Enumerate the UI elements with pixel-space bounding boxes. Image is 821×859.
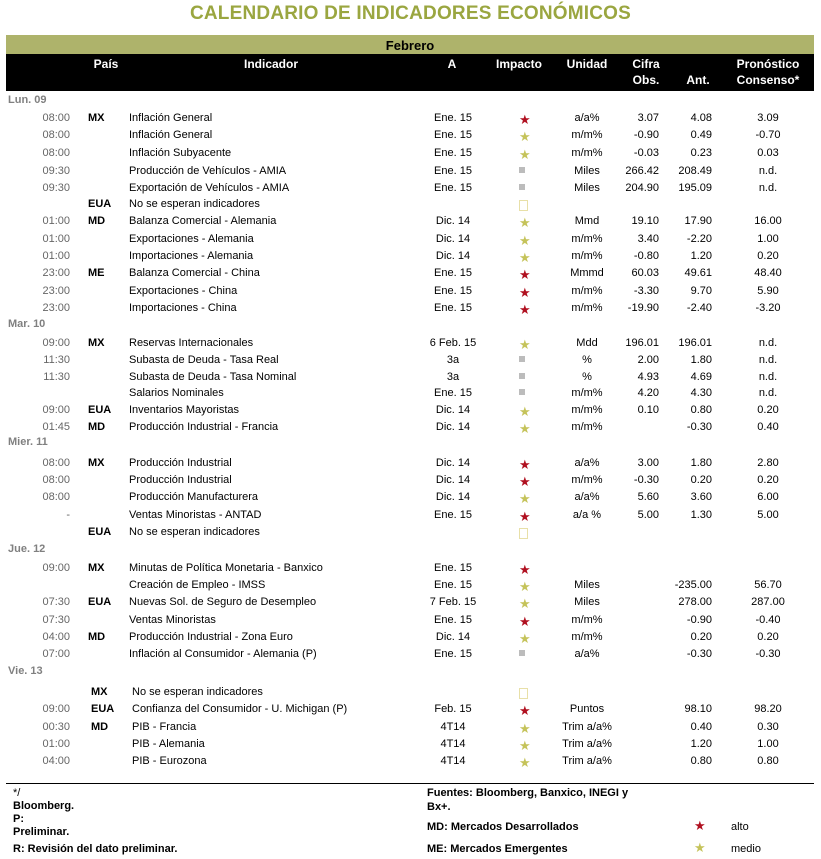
page-title: CALENDARIO DE INDICADORES ECONÓMICOS <box>189 3 632 24</box>
periodo-cell: Dic. 14 <box>435 631 471 643</box>
pais-cell: MD <box>88 215 106 227</box>
cifra-obs-cell: 19.10 <box>631 215 659 227</box>
footnote-revision: R: Revisión del dato preliminar. <box>13 843 178 855</box>
pais-cell: EUA <box>88 404 112 416</box>
table-row: 07:30 Ventas Minoristas Ene. 15 m/m% -0.90 -0.40 ★ <box>0 612 821 629</box>
table-row <box>0 196 821 213</box>
pronostico-cell: 0.40 <box>757 421 779 433</box>
legend-medio-star-icon: ★ <box>694 840 706 855</box>
pais-cell: MX <box>88 457 105 469</box>
header-pronostico: Pronóstico <box>736 57 800 71</box>
table-header <box>6 54 814 91</box>
anterior-cell: -0.90 <box>686 614 712 626</box>
indicador-cell: PIB - Alemania <box>132 738 205 750</box>
periodo-cell: Ene. 15 <box>434 165 472 177</box>
pais-cell: MX <box>88 562 105 574</box>
indicador-cell: Producción de Vehículos - AMIA <box>129 165 287 177</box>
pronostico-cell: 0.20 <box>757 631 779 643</box>
pronostico-cell: -0.40 <box>755 614 781 626</box>
anterior-cell: 9.70 <box>690 285 712 297</box>
table-row: 09:00 EUA Confianza del Consumidor - U. Michigan (P) Feb. 15 Puntos 98.10 98.20 ★ <box>0 701 821 718</box>
cifra-obs-cell: 204.90 <box>625 182 659 194</box>
footnote-asterisk: */ <box>13 787 21 799</box>
cifra-obs-cell: -0.80 <box>633 250 659 262</box>
cifra-obs-cell: 5.00 <box>637 509 659 521</box>
unidad-cell: Miles <box>574 165 600 177</box>
indicador-cell: Balanza Comercial - Alemania <box>129 215 277 227</box>
anterior-cell: 0.49 <box>690 129 712 141</box>
table-row <box>0 163 821 180</box>
header-ant: Ant. <box>686 73 710 87</box>
indicador-cell: Exportación de Vehículos - AMIA <box>129 182 290 194</box>
indicador-cell: Producción Industrial - Zona Euro <box>129 631 293 643</box>
pronostico-cell: 1.00 <box>757 233 779 245</box>
table-row <box>0 180 821 197</box>
cifra-obs-cell: -0.03 <box>633 147 659 159</box>
cifra-obs-cell: 196.01 <box>625 337 659 349</box>
anterior-cell: 1.80 <box>690 354 712 366</box>
anterior-cell: 49.61 <box>684 267 712 279</box>
time-cell: 08:00 <box>42 474 70 486</box>
pais-cell: MX <box>91 686 108 698</box>
table-row <box>0 385 821 402</box>
unidad-cell: a/a% <box>574 491 600 503</box>
periodo-cell: Ene. 15 <box>434 147 472 159</box>
anterior-cell: 3.60 <box>690 491 712 503</box>
table-row <box>0 524 821 541</box>
unidad-cell: m/m% <box>571 250 603 262</box>
table-row: 08:00 Producción Manufacturera Dic. 14 a/a% 5.60 3.60 6.00 ★ <box>0 489 821 506</box>
time-cell: 08:00 <box>42 129 70 141</box>
unidad-cell: m/m% <box>571 285 603 297</box>
pronostico-cell: 1.00 <box>757 738 779 750</box>
time-cell: 09:30 <box>42 182 70 194</box>
unidad-cell: m/m% <box>571 129 603 141</box>
table-row: 09:00 EUA Inventarios Mayoristas Dic. 14 m/m% 0.10 0.80 0.20 ★ <box>0 402 821 419</box>
time-cell: 23:00 <box>42 267 70 279</box>
indicador-cell: Inflación General <box>129 112 213 124</box>
pronostico-cell: 0.03 <box>757 147 779 159</box>
indicador-cell: Exportaciones - Alemania <box>129 233 254 245</box>
table-row <box>0 352 821 369</box>
month-band: Febrero <box>6 35 814 54</box>
periodo-cell: Dic. 14 <box>435 404 471 416</box>
pronostico-cell: 287.00 <box>751 596 785 608</box>
indicador-cell: PIB - Francia <box>132 721 197 733</box>
footnote-bloomberg: Bloomberg. <box>13 800 75 812</box>
pronostico-cell: 0.20 <box>757 250 779 262</box>
header-impacto: Impacto <box>495 57 542 71</box>
header-obs: Obs. <box>632 73 660 87</box>
anterior-cell: -2.40 <box>686 302 712 314</box>
time-cell: 09:00 <box>42 703 70 715</box>
pronostico-cell: 0.20 <box>757 404 779 416</box>
unidad-cell: m/m% <box>571 614 603 626</box>
periodo-cell: Ene. 15 <box>434 267 472 279</box>
table-row: 04:00 MD Producción Industrial - Zona Euro Dic. 14 m/m% 0.20 0.20 ★ <box>0 629 821 646</box>
anterior-cell: 0.20 <box>690 631 712 643</box>
pronostico-cell: -0.30 <box>755 648 781 660</box>
periodo-cell: Ene. 15 <box>434 509 472 521</box>
pronostico-cell: 48.40 <box>754 267 782 279</box>
time-cell: 09:00 <box>42 562 70 574</box>
table-row: 09:00 MX Minutas de Política Monetaria - Banxico Ene. 15 ★ <box>0 560 821 577</box>
pronostico-cell: -0.70 <box>755 129 781 141</box>
anterior-cell: 98.10 <box>684 703 712 715</box>
periodo-cell: Ene. 15 <box>434 562 472 574</box>
periodo-cell: Dic. 14 <box>435 250 471 262</box>
anterior-cell: 0.80 <box>690 404 712 416</box>
cifra-obs-cell: 3.00 <box>637 457 659 469</box>
anterior-cell: 0.23 <box>690 147 712 159</box>
day-label: Jue. 12 <box>8 543 46 555</box>
periodo-cell: 3a <box>446 354 460 366</box>
table-row: 01:00 PIB - Alemania 4T14 Trim a/a% 1.20 1.00 ★ <box>0 736 821 753</box>
time-cell: 11:30 <box>43 354 70 366</box>
footnote-preliminar: Preliminar. <box>13 826 70 838</box>
pronostico-cell: n.d. <box>758 387 778 399</box>
table-row: 01:45 MD Producción Industrial - Francia Dic. 14 m/m% -0.30 0.40 ★ <box>0 419 821 436</box>
header-a: A <box>447 57 457 71</box>
periodo-cell: Ene. 15 <box>434 648 472 660</box>
pronostico-cell: 5.90 <box>757 285 779 297</box>
anterior-cell: 0.40 <box>690 721 712 733</box>
anterior-cell: 17.90 <box>684 215 712 227</box>
periodo-cell: Feb. 15 <box>434 703 472 715</box>
unidad-cell: m/m% <box>571 474 603 486</box>
header-pais: País <box>93 57 119 71</box>
indicador-cell: Nuevas Sol. de Seguro de Desempleo <box>129 596 317 608</box>
table-row: 08:00 Producción Industrial Dic. 14 m/m% -0.30 0.20 0.20 ★ <box>0 472 821 489</box>
cifra-obs-cell: 0.10 <box>637 404 659 416</box>
table-row: 01:00 MD Balanza Comercial - Alemania Dic. 14 Mmd 19.10 17.90 16.00 ★ <box>0 213 821 230</box>
indicador-cell: Inflación General <box>129 129 213 141</box>
cifra-obs-cell: 4.93 <box>637 371 659 383</box>
pronostico-cell: n.d. <box>758 337 778 349</box>
cifra-obs-cell: -0.90 <box>633 129 659 141</box>
periodo-cell: Ene. 15 <box>434 302 472 314</box>
anterior-cell: 1.30 <box>690 509 712 521</box>
pais-cell: EUA <box>88 526 112 538</box>
anterior-cell: -235.00 <box>674 579 712 591</box>
pais-cell: MD <box>91 721 109 733</box>
day-label: Lun. 09 <box>8 94 47 106</box>
time-cell: 00:30 <box>42 721 70 733</box>
unidad-cell: m/m% <box>571 421 603 433</box>
periodo-cell: Ene. 15 <box>434 182 472 194</box>
cifra-obs-cell: 3.07 <box>637 112 659 124</box>
header-cifra: Cifra <box>632 57 660 71</box>
indicador-cell: Reservas Internacionales <box>129 337 254 349</box>
time-cell: 09:00 <box>42 404 70 416</box>
periodo-cell: Ene. 15 <box>434 285 472 297</box>
indicador-cell: Producción Manufacturera <box>129 491 259 503</box>
table-row: 01:00 Importaciones - Alemania Dic. 14 m/m% -0.80 1.20 0.20 ★ <box>0 248 821 265</box>
unidad-cell: a/a% <box>574 112 600 124</box>
table-row: 23:00 Importaciones - China Ene. 15 m/m% -19.90 -2.40 -3.20 ★ <box>0 300 821 317</box>
anterior-cell: 1.20 <box>690 250 712 262</box>
periodo-cell: 7 Feb. 15 <box>429 596 477 608</box>
pronostico-cell: n.d. <box>758 354 778 366</box>
pais-cell: MD <box>88 631 106 643</box>
pais-cell: ME <box>88 267 105 279</box>
indicador-cell: No se esperan indicadores <box>129 198 260 210</box>
legend-alto-label: alto <box>731 821 749 833</box>
unidad-cell: Mdd <box>576 337 598 349</box>
day-label: Mar. 10 <box>8 318 46 330</box>
time-cell: 08:00 <box>42 112 70 124</box>
indicador-cell: Minutas de Política Monetaria - Banxico <box>129 562 323 574</box>
unidad-cell: Miles <box>574 596 600 608</box>
periodo-cell: 4T14 <box>440 721 466 733</box>
pronostico-cell: 16.00 <box>754 215 782 227</box>
time-cell: 08:00 <box>42 491 70 503</box>
time-cell: 01:00 <box>42 250 70 262</box>
pais-cell: EUA <box>88 596 112 608</box>
indicador-cell: Importaciones - China <box>129 302 237 314</box>
footer-divider <box>6 783 814 784</box>
unidad-cell: m/m% <box>571 387 603 399</box>
fuentes-line1: Fuentes: Bloomberg, Banxico, INEGI y <box>427 787 629 799</box>
table-row: 08:00 MX Inflación General Ene. 15 a/a% 3.07 4.08 3.09 ★ <box>0 110 821 127</box>
legend-md: MD: Mercados Desarrollados <box>427 821 579 833</box>
time-cell: 01:00 <box>42 233 70 245</box>
unidad-cell: % <box>582 354 592 366</box>
cifra-obs-cell: 5.60 <box>637 491 659 503</box>
indicador-cell: Producción Industrial - Francia <box>129 421 279 433</box>
unidad-cell: m/m% <box>571 302 603 314</box>
unidad-cell: Miles <box>574 182 600 194</box>
time-cell: 23:00 <box>42 302 70 314</box>
unidad-cell: m/m% <box>571 147 603 159</box>
cifra-obs-cell: -0.30 <box>633 474 659 486</box>
time-cell: 23:00 <box>42 285 70 297</box>
table-row <box>0 369 821 386</box>
table-row <box>0 684 821 701</box>
legend-alto-star-icon: ★ <box>694 818 706 833</box>
pronostico-cell: 0.20 <box>757 474 779 486</box>
indicador-cell: Subasta de Deuda - Tasa Nominal <box>129 371 297 383</box>
anterior-cell: 4.69 <box>690 371 712 383</box>
pronostico-cell: 56.70 <box>754 579 782 591</box>
unidad-cell: Trim a/a% <box>562 738 612 750</box>
periodo-cell: Dic. 14 <box>435 457 471 469</box>
pronostico-cell: n.d. <box>758 182 778 194</box>
periodo-cell: Ene. 15 <box>434 579 472 591</box>
indicador-cell: Salarios Nominales <box>129 387 224 399</box>
periodo-cell: Ene. 15 <box>434 112 472 124</box>
unidad-cell: m/m% <box>571 404 603 416</box>
table-row: 07:30 EUA Nuevas Sol. de Seguro de Desempleo 7 Feb. 15 Miles 278.00 287.00 ★ <box>0 594 821 611</box>
time-cell: 11:30 <box>43 371 70 383</box>
anterior-cell: 4.30 <box>690 387 712 399</box>
pronostico-cell: n.d. <box>758 165 778 177</box>
anterior-cell: 0.80 <box>690 755 712 767</box>
cifra-obs-cell: 4.20 <box>637 387 659 399</box>
pronostico-cell: 3.09 <box>757 112 779 124</box>
table-row: 23:00 Exportaciones - China Ene. 15 m/m% -3.30 9.70 5.90 ★ <box>0 283 821 300</box>
header-consenso: Consenso* <box>736 73 800 87</box>
time-cell: 07:00 <box>42 648 70 660</box>
anterior-cell: 278.00 <box>678 596 712 608</box>
pronostico-cell: 98.20 <box>754 703 782 715</box>
periodo-cell: Ene. 15 <box>434 129 472 141</box>
time-cell: 01:00 <box>42 215 70 227</box>
unidad-cell: a/a% <box>574 457 600 469</box>
periodo-cell: 6 Feb. 15 <box>429 337 477 349</box>
table-row: 08:00 MX Producción Industrial Dic. 14 a/a% 3.00 1.80 2.80 ★ <box>0 455 821 472</box>
pronostico-cell: 2.80 <box>757 457 779 469</box>
time-cell: 08:00 <box>42 457 70 469</box>
indicador-cell: Balanza Comercial - China <box>129 267 260 279</box>
table-row: 08:00 Inflación General Ene. 15 m/m% -0.90 0.49 -0.70 ★ <box>0 127 821 144</box>
indicador-cell: Inflación al Consumidor - Alemania (P) <box>129 648 317 660</box>
header-indicador: Indicador <box>243 57 298 71</box>
unidad-cell: m/m% <box>571 233 603 245</box>
unidad-cell: Miles <box>574 579 600 591</box>
table-row: Creación de Empleo - IMSS Ene. 15 Miles -235.00 56.70 ★ <box>0 577 821 594</box>
cifra-obs-cell: 3.40 <box>637 233 659 245</box>
time-cell: - <box>66 509 70 521</box>
unidad-cell: Mmd <box>574 215 600 227</box>
table-row: 23:00 ME Balanza Comercial - China Ene. 15 Mmmd 60.03 49.61 48.40 ★ <box>0 265 821 282</box>
cifra-obs-cell: 60.03 <box>631 267 659 279</box>
anterior-cell: 4.08 <box>690 112 712 124</box>
periodo-cell: Ene. 15 <box>434 387 472 399</box>
indicador-cell: Producción Industrial <box>129 474 232 486</box>
table-row: 08:00 Inflación Subyacente Ene. 15 m/m% -0.03 0.23 0.03 ★ <box>0 145 821 162</box>
time-cell: 07:30 <box>42 614 70 626</box>
anterior-cell: 1.80 <box>690 457 712 469</box>
table-row: - Ventas Minoristas - ANTAD Ene. 15 a/a % 5.00 1.30 5.00 ★ <box>0 507 821 524</box>
indicador-cell: Confianza del Consumidor - U. Michigan (P) <box>132 703 348 715</box>
anterior-cell: 1.20 <box>690 738 712 750</box>
table-row: 00:30 MD PIB - Francia 4T14 Trim a/a% 0.40 0.30 ★ <box>0 719 821 736</box>
pronostico-cell: 6.00 <box>757 491 779 503</box>
pais-cell: EUA <box>91 703 115 715</box>
legend-medio-label: medio <box>731 843 761 855</box>
pais-cell: MD <box>88 421 106 433</box>
periodo-cell: Dic. 14 <box>435 491 471 503</box>
unidad-cell: Mmmd <box>570 267 604 279</box>
indicador-cell: Subasta de Deuda - Tasa Real <box>129 354 279 366</box>
header-unidad: Unidad <box>566 57 608 71</box>
day-label: Mier. 11 <box>8 436 48 448</box>
unidad-cell: % <box>582 371 592 383</box>
anterior-cell: 195.09 <box>678 182 712 194</box>
periodo-cell: Dic. 14 <box>435 421 471 433</box>
periodo-cell: 3a <box>446 371 460 383</box>
indicador-cell: Creación de Empleo - IMSS <box>129 579 266 591</box>
time-cell: 09:00 <box>42 337 70 349</box>
indicador-cell: Importaciones - Alemania <box>129 250 254 262</box>
indicador-cell: Inflación Subyacente <box>129 147 232 159</box>
cifra-obs-cell: -3.30 <box>633 285 659 297</box>
indicador-cell: Exportaciones - China <box>129 285 238 297</box>
cifra-obs-cell: 266.42 <box>625 165 659 177</box>
unidad-cell: Trim a/a% <box>562 721 612 733</box>
anterior-cell: -0.30 <box>686 648 712 660</box>
fuentes-line2: Bx+. <box>427 801 451 813</box>
periodo-cell: 4T14 <box>440 755 466 767</box>
time-cell: 08:00 <box>42 147 70 159</box>
periodo-cell: Dic. 14 <box>435 215 471 227</box>
anterior-cell: -2.20 <box>686 233 712 245</box>
anterior-cell: 208.49 <box>678 165 712 177</box>
pais-cell: EUA <box>88 198 112 210</box>
periodo-cell: Ene. 15 <box>434 614 472 626</box>
indicador-cell: No se esperan indicadores <box>132 686 263 698</box>
periodo-cell: Dic. 14 <box>435 233 471 245</box>
table-row: 04:00 PIB - Eurozona 4T14 Trim a/a% 0.80 0.80 ★ <box>0 753 821 770</box>
pronostico-cell: 5.00 <box>757 509 779 521</box>
cifra-obs-cell: -19.90 <box>627 302 659 314</box>
unidad-cell: Puntos <box>569 703 605 715</box>
legend-me: ME: Mercados Emergentes <box>427 843 568 855</box>
unidad-cell: a/a% <box>574 648 600 660</box>
time-cell: 07:30 <box>42 596 70 608</box>
indicador-cell: Producción Industrial <box>129 457 232 469</box>
anterior-cell: 0.20 <box>690 474 712 486</box>
pronostico-cell: 0.30 <box>757 721 779 733</box>
pronostico-cell: -3.20 <box>755 302 781 314</box>
unidad-cell: Trim a/a% <box>562 755 612 767</box>
unidad-cell: m/m% <box>571 631 603 643</box>
periodo-cell: Dic. 14 <box>435 474 471 486</box>
time-cell: 01:00 <box>42 738 70 750</box>
pronostico-cell: 0.80 <box>757 755 779 767</box>
time-cell: 09:30 <box>42 165 70 177</box>
footnote-p: P: <box>13 813 24 825</box>
time-cell: 04:00 <box>42 631 70 643</box>
table-row <box>0 646 821 663</box>
pais-cell: MX <box>88 112 105 124</box>
periodo-cell: 4T14 <box>440 738 466 750</box>
anterior-cell: -0.30 <box>686 421 712 433</box>
time-cell: 01:45 <box>42 421 70 433</box>
indicador-cell: PIB - Eurozona <box>132 755 207 767</box>
indicador-cell: Ventas Minoristas <box>129 614 216 626</box>
time-cell: 04:00 <box>42 755 70 767</box>
unidad-cell: a/a % <box>572 509 602 521</box>
indicador-cell: Inventarios Mayoristas <box>129 404 240 416</box>
indicador-cell: Ventas Minoristas - ANTAD <box>129 509 262 521</box>
day-label: Vie. 13 <box>8 665 43 677</box>
pais-cell: MX <box>88 337 105 349</box>
indicador-cell: No se esperan indicadores <box>129 526 260 538</box>
anterior-cell: 196.01 <box>678 337 712 349</box>
table-row: 01:00 Exportaciones - Alemania Dic. 14 m/m% 3.40 -2.20 1.00 ★ <box>0 231 821 248</box>
table-row: 09:00 MX Reservas Internacionales 6 Feb. 15 Mdd 196.01 196.01 n.d. ★ <box>0 335 821 352</box>
pronostico-cell: n.d. <box>758 371 778 383</box>
cifra-obs-cell: 2.00 <box>637 354 659 366</box>
